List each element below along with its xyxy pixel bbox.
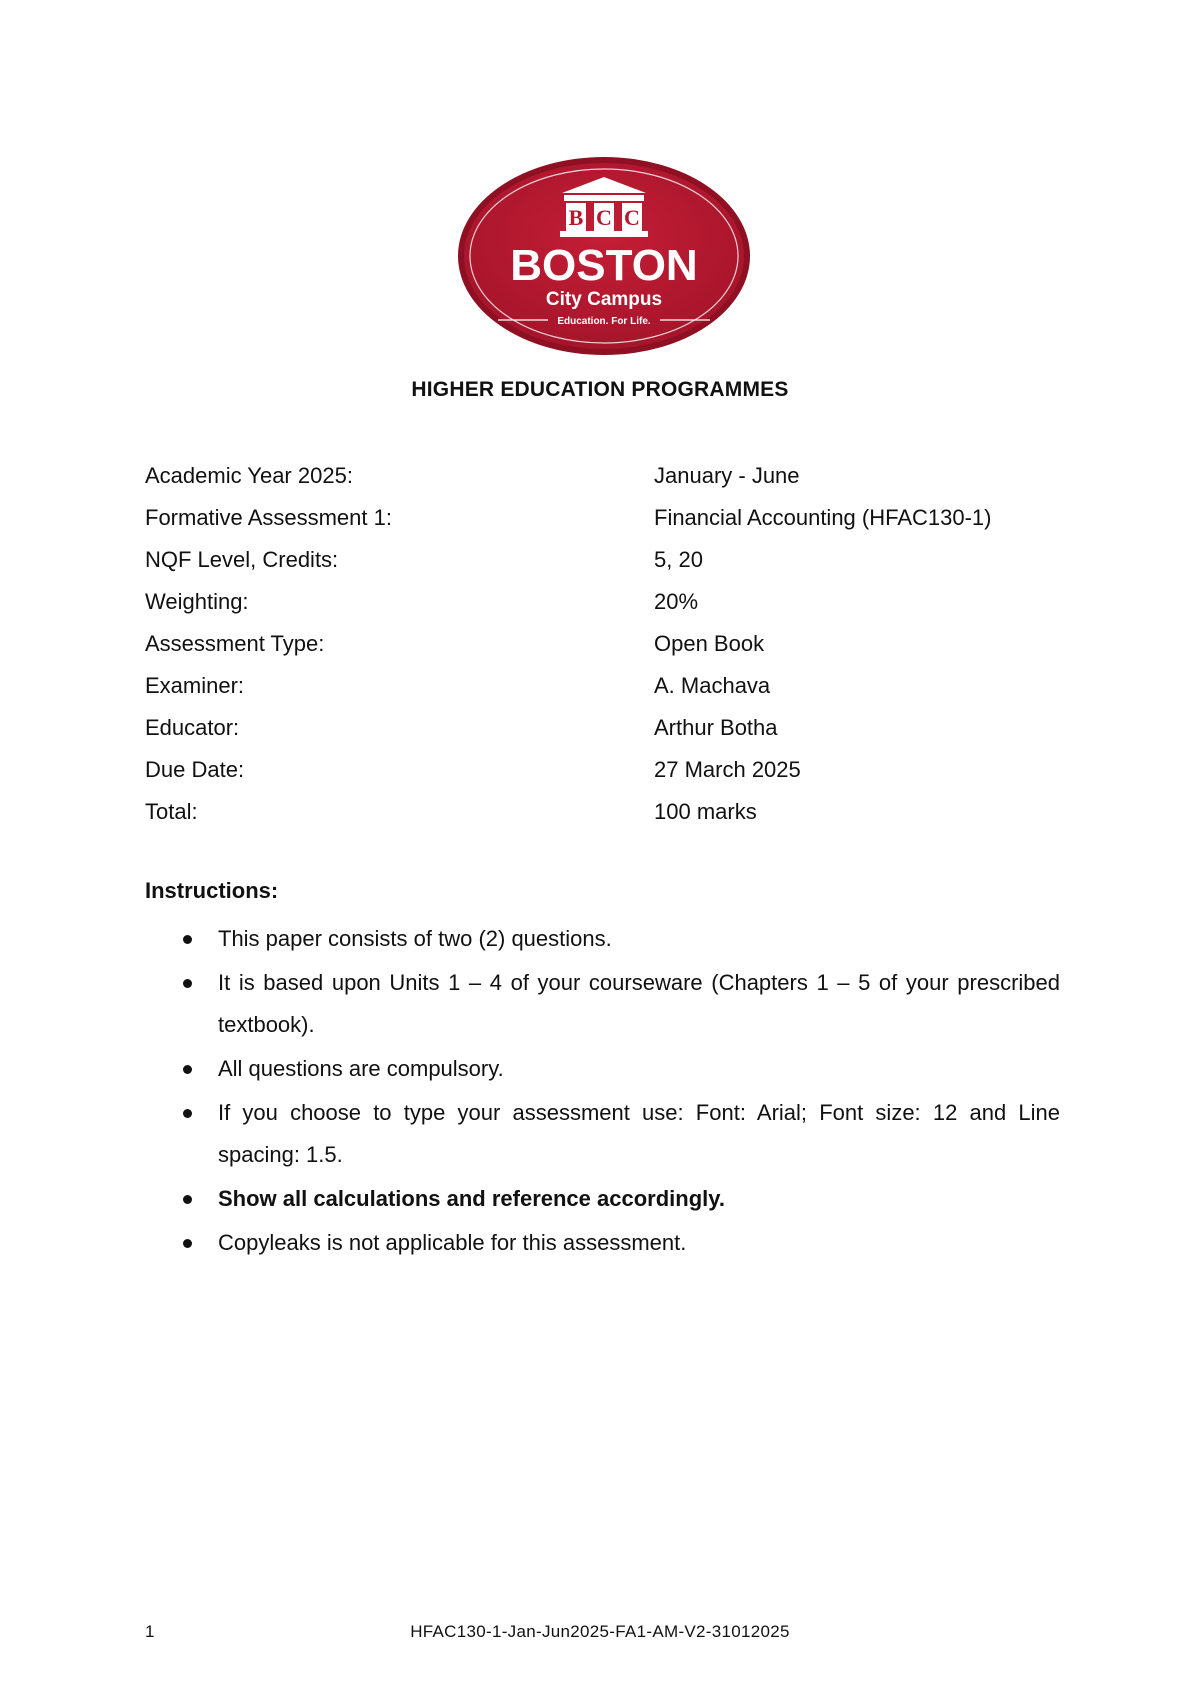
detail-value: 5, 20 [654, 547, 703, 572]
detail-value: A. Machava [654, 673, 771, 698]
bullet-icon [183, 979, 192, 988]
instruction-item [145, 1048, 1060, 1090]
instruction-item [145, 962, 1060, 1046]
detail-value: Arthur Botha [654, 715, 778, 740]
detail-value: Open Book [654, 631, 765, 656]
instruction-text: Show all calculations and reference accordingly. [218, 1186, 725, 1211]
detail-row-academic-year [145, 455, 1065, 497]
instructions-list [145, 918, 1060, 1266]
bullet-icon [183, 1239, 192, 1248]
document-code: HFAC130-1-Jan-Jun2025-FA1-AM-V2-31012025 [410, 1622, 790, 1641]
logo-tagline: Education. For Life. [557, 316, 651, 327]
detail-row-weighting [145, 581, 1065, 623]
detail-label: Academic Year 2025: [145, 463, 353, 488]
programme-heading: HIGHER EDUCATION PROGRAMMES [411, 378, 789, 401]
assessment-details [145, 455, 1065, 833]
logo-monogram-c2: C [624, 205, 640, 230]
detail-row-total [145, 791, 1065, 833]
logo-monogram-b: B [568, 205, 584, 230]
detail-label: Educator: [145, 715, 240, 740]
instruction-text: Copyleaks is not applicable for this assessment. [218, 1230, 687, 1255]
detail-row-formative-assessment [145, 497, 1065, 539]
instruction-item [145, 918, 1060, 960]
detail-label: Examiner: [145, 673, 245, 698]
logo-name: BOSTON [510, 241, 698, 290]
instruction-text: This paper consists of two (2) questions. [218, 926, 612, 951]
detail-value: Financial Accounting (HFAC130-1) [654, 505, 992, 530]
detail-row-assessment-type [145, 623, 1065, 665]
detail-label: Total: [145, 799, 198, 824]
instruction-item [145, 1178, 1060, 1220]
detail-label: Assessment Type: [145, 631, 325, 656]
detail-value: 27 March 2025 [654, 757, 801, 782]
bullet-icon [183, 1109, 192, 1118]
detail-row-educator [145, 707, 1065, 749]
detail-row-due-date [145, 749, 1065, 791]
bullet-icon [183, 1195, 192, 1204]
detail-value: January - June [654, 463, 800, 488]
detail-value: 20% [654, 589, 699, 614]
instruction-text: All questions are compulsory. [218, 1056, 504, 1081]
detail-label: Formative Assessment 1: [145, 505, 392, 530]
instruction-item [145, 1092, 1060, 1176]
detail-row-nqf-level [145, 539, 1065, 581]
detail-row-examiner [145, 665, 1065, 707]
detail-value: 100 marks [654, 799, 757, 824]
instructions-title: Instructions: [145, 878, 279, 903]
page-number: 1 [145, 1622, 155, 1641]
detail-label: Due Date: [145, 757, 245, 782]
bullet-icon [183, 1065, 192, 1074]
instruction-text: If you choose to type your assessment use: Font: Arial; Font size: 12 and Line spacing: 1.5. [218, 1100, 1060, 1167]
detail-label: NQF Level, Credits: [145, 547, 339, 572]
bullet-icon [183, 935, 192, 944]
logo-subtitle: City Campus [545, 289, 663, 310]
instruction-item [145, 1222, 1060, 1264]
instruction-text: It is based upon Units 1 – 4 of your courseware (Chapters 1 – 5 of your prescribed textbook). [218, 970, 1060, 1037]
boston-city-campus-logo [456, 155, 752, 357]
detail-label: Weighting: [145, 589, 249, 614]
logo-monogram-c1: C [596, 205, 612, 230]
